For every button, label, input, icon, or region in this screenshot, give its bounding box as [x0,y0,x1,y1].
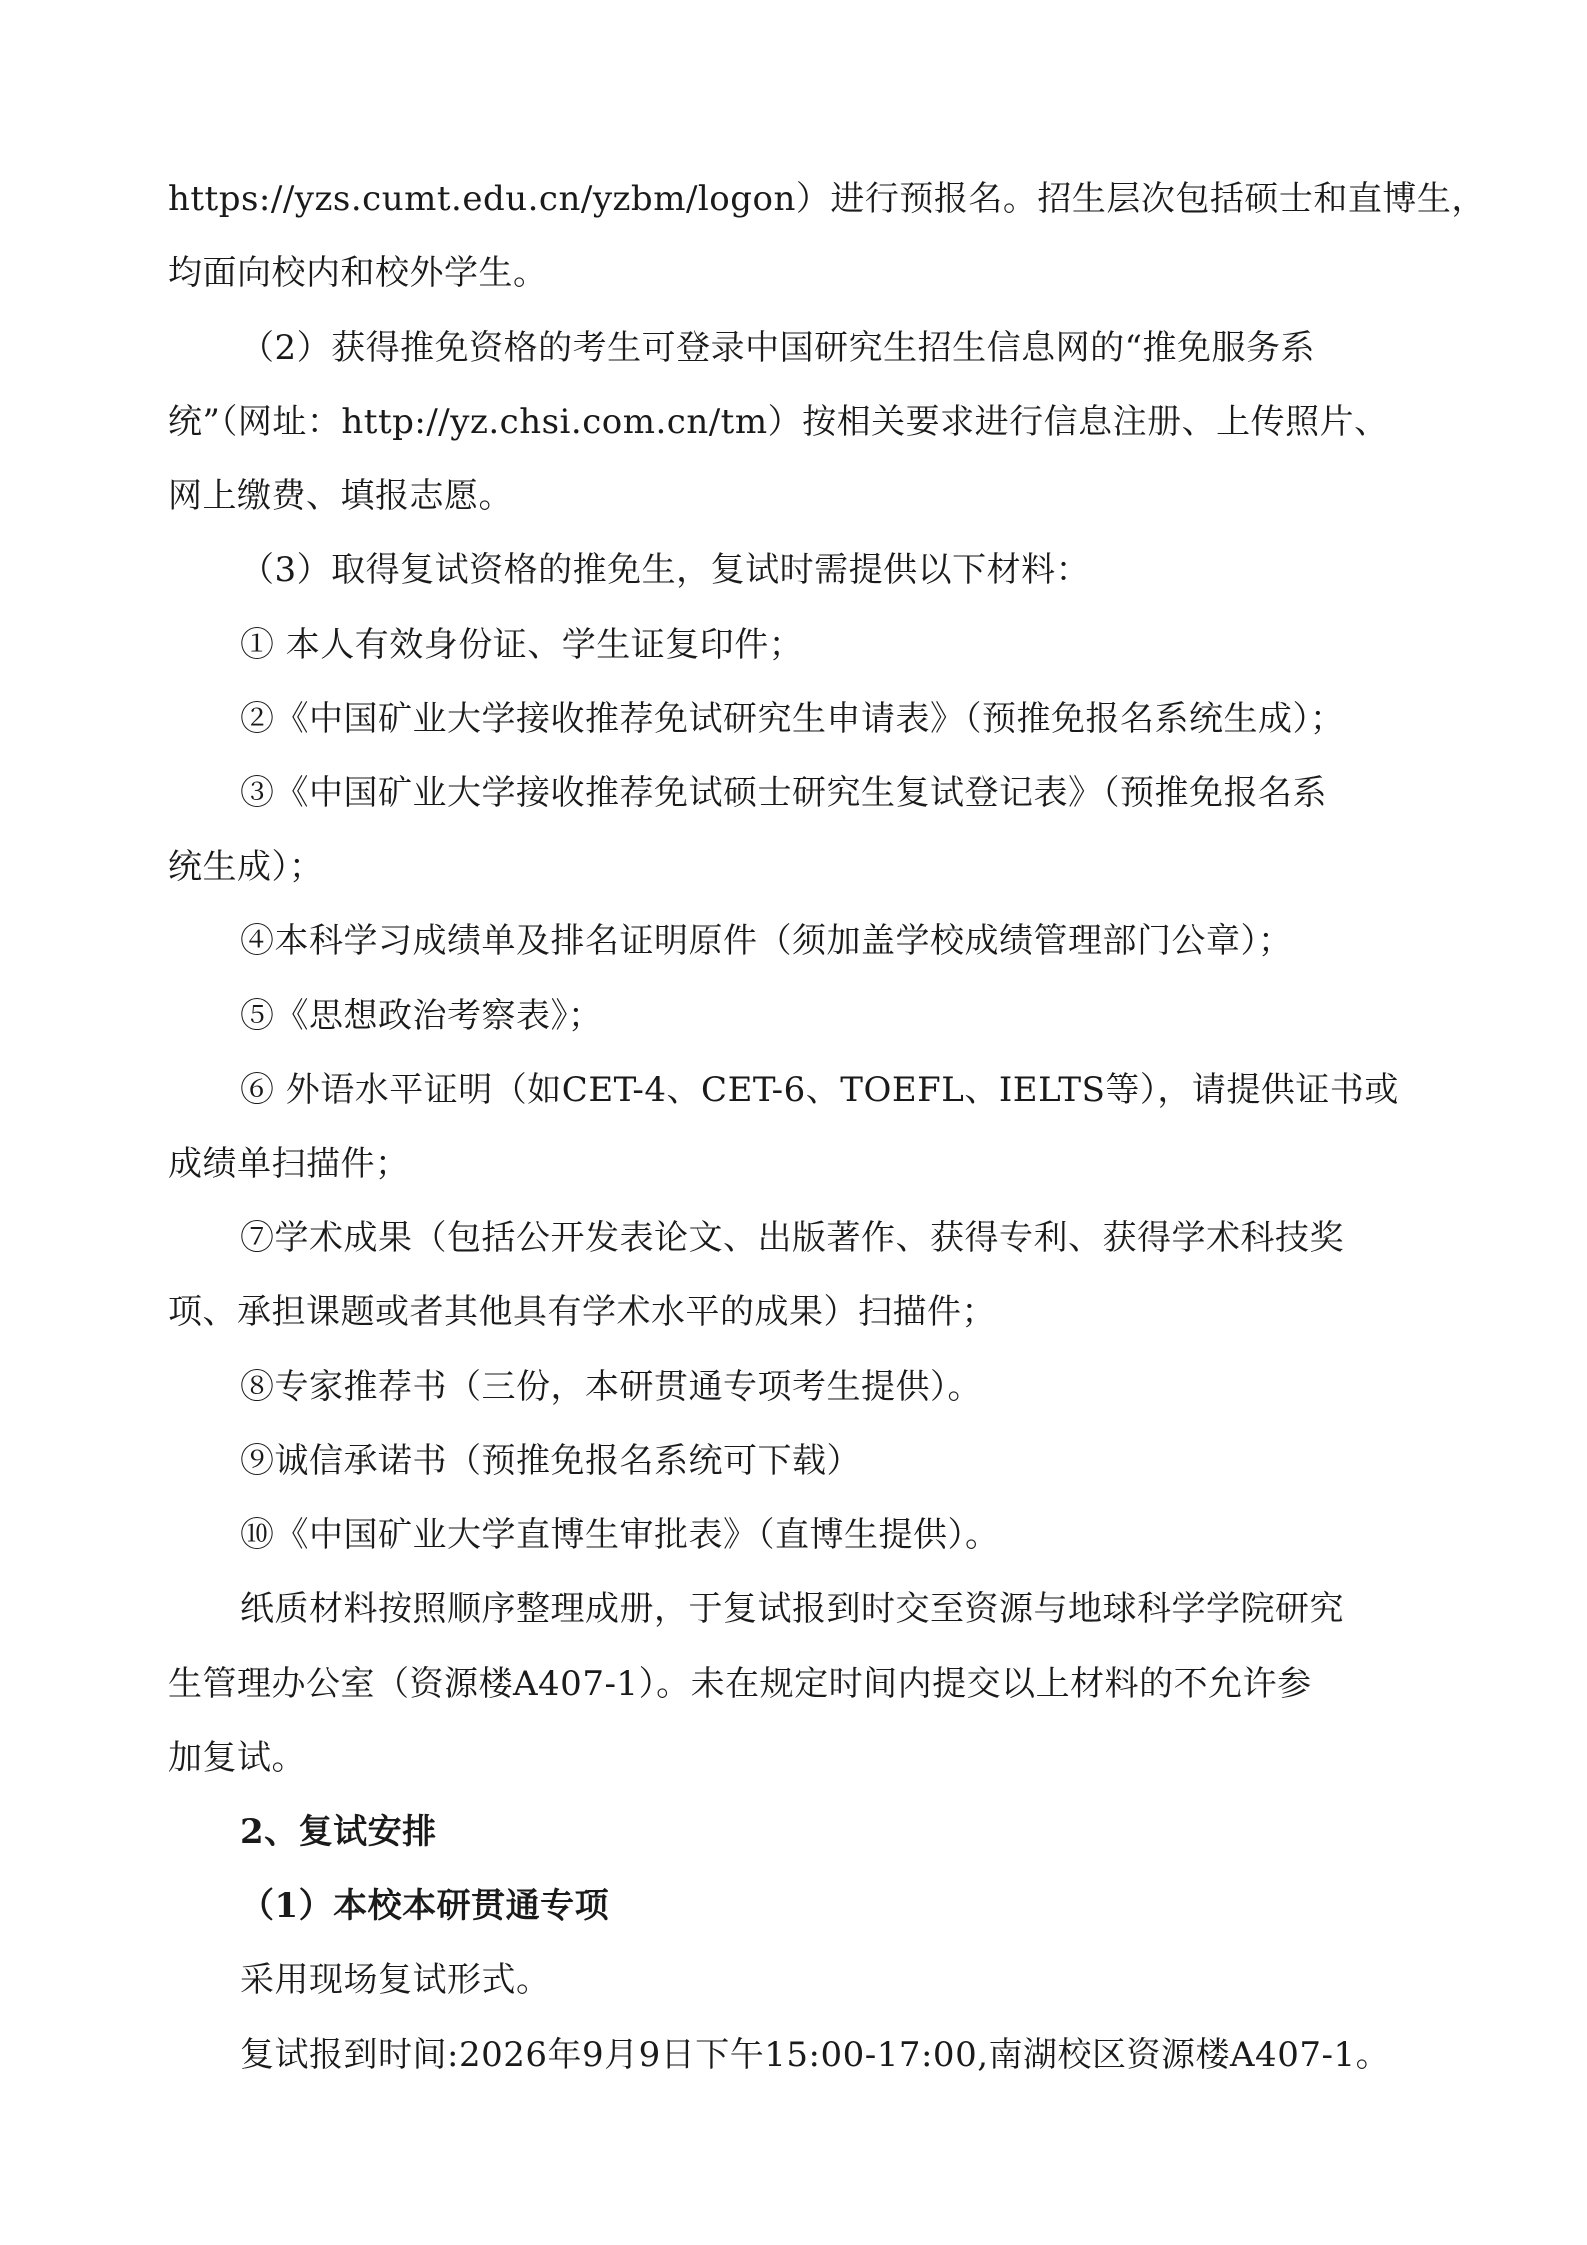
list-item-integrity-pledge: ⑨诚信承诺书（预推免报名系统可下载） [240,1441,861,1481]
list-item-academic-results-cont: 项、承担课题或者其他具有学术水平的成果）扫描件； [168,1292,996,1332]
list-item-retest-form-cont: 统生成）； [168,847,324,887]
paragraph-line-retest-time: 复试报到时间:2026年9月9日下午15:00-17:00,南湖校区资源楼A407-1。 [240,2035,1391,2075]
paragraph-line-item-2-url: 统”（网址：http://yz.chsi.com.cn/tm）按相关要求进行信息注册、上传照片、 [168,402,1389,442]
list-item-phd-approval: ⑩《中国矿业大学直博生审批表》（直博生提供）。 [240,1515,1000,1555]
list-item-language-cert-cont: 成绩单扫描件； [168,1144,410,1184]
paragraph-line-paper-materials: 纸质材料按照顺序整理成册，于复试报到时交至资源与地球科学学院研究 [240,1589,1344,1629]
list-item-political-form: ⑤《思想政治考察表》； [240,996,603,1036]
paragraph-line-item-2-end: 网上缴费、填报志愿。 [168,476,513,516]
paragraph-line-paper-materials-cont: 生管理办公室（资源楼A407-1）。未在规定时间内提交以上材料的不允许参 [168,1664,1312,1704]
list-item-academic-results: ⑦学术成果（包括公开发表论文、出版著作、获得专利、获得学术科技奖 [240,1218,1344,1258]
paragraph-line-registration-scope: 均面向校内和校外学生。 [168,253,548,293]
list-item-transcript: ④本科学习成绩单及排名证明原件（须加盖学校成绩管理部门公章）； [240,921,1293,961]
list-item-recommendation: ⑧专家推荐书（三份，本研贯通专项考生提供）。 [240,1367,982,1407]
section-heading-retest-arrangement: 2、复试安排 [240,1812,437,1852]
paragraph-line-retest-format: 采用现场复试形式。 [240,1960,551,2000]
paragraph-line-registration-url: https://yzs.cumt.edu.cn/yzbm/logon）进行预报名。招生层次包括硕士和直博生， [168,179,1486,219]
paragraph-line-item-3: （3）取得复试资格的推免生，复试时需提供以下材料： [240,550,1091,590]
list-item-application-form: ②《中国矿业大学接收推荐免试研究生申请表》（预推免报名系统生成）； [240,699,1345,739]
paragraph-line-item-2-start: （2）获得推免资格的考生可登录中国研究生招生信息网的“推免服务系 [240,328,1316,368]
subsection-heading-integrated-program: （1）本校本研贯通专项 [240,1886,610,1926]
list-item-id-card: ① 本人有效身份证、学生证复印件； [240,625,804,665]
list-item-retest-form: ③《中国矿业大学接收推荐免试硕士研究生复试登记表》（预推免报名系 [240,773,1327,813]
paragraph-line-paper-materials-end: 加复试。 [168,1738,306,1778]
list-item-language-cert: ⑥ 外语水平证明（如CET-4、CET-6、TOEFL、IELTS等），请提供证书或 [240,1070,1399,1110]
